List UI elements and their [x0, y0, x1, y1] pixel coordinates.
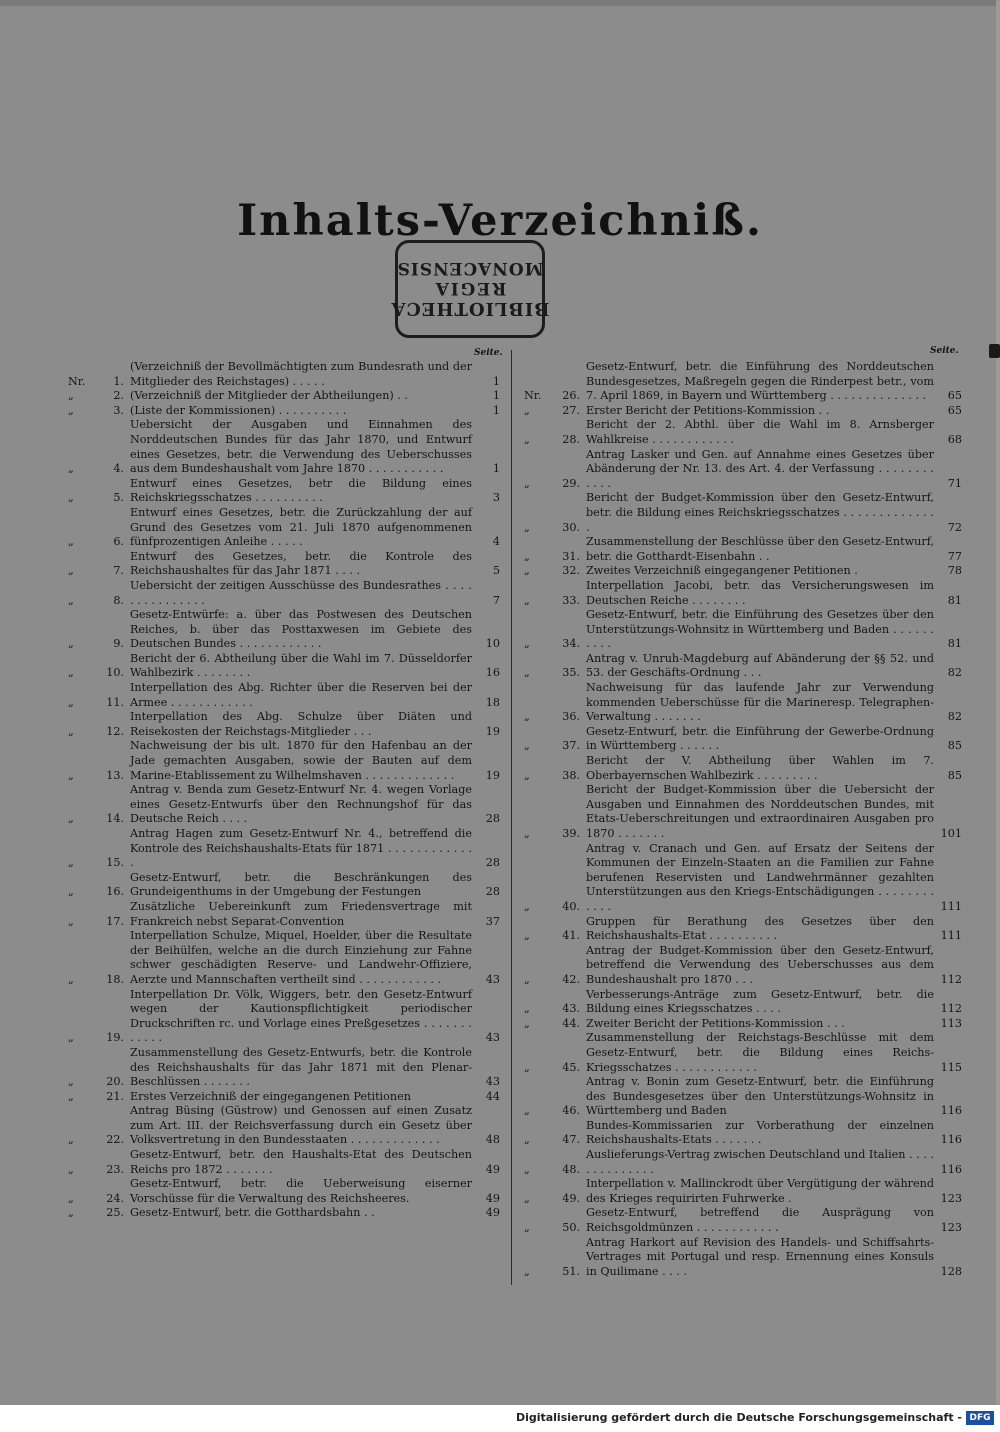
entry-page: 19	[485, 724, 500, 738]
column-divider	[511, 350, 512, 1285]
entry-prefix: „	[524, 1060, 530, 1074]
entry-page: 116	[940, 1133, 962, 1147]
entry-number: 47.	[562, 1133, 580, 1147]
entry-prefix: „	[524, 1221, 530, 1235]
entry-title: Zusammenstellung der Reichstags-Beschlüsse mit dem Gesetz-Entwurf, betr. die Bildung eines Reichs-Kriegsschatzes . . . . . . . . . . . .	[586, 1031, 934, 1074]
entry-number: 29.	[562, 476, 580, 490]
toc-entry	[68, 929, 500, 987]
entry-title: Gesetz-Entwurf, betreffend die Ausprägung von Reichsgoldmünzen . . . . . . . . . . . .	[586, 1206, 934, 1235]
entry-prefix: „	[524, 1191, 530, 1205]
toc-entry	[524, 491, 962, 535]
toc-entry	[68, 404, 500, 419]
entry-number: 46.	[562, 1104, 580, 1118]
entry-page: 123	[940, 1221, 962, 1235]
entry-number: 34.	[562, 637, 580, 651]
entry-title: Nachweisung der bis ult. 1870 für den Hafenbau an der Jade gemachten Ausgaben, sowie der Bauten auf dem Marine-Etablissement zu Wilhelmshaven . . . . . . . . . . . . .	[130, 739, 472, 782]
entry-title: Entwurf eines Gesetzes, betr. die Zurückzahlung der auf Grund des Gesetzes vom 21. Juli 1870 aufgenommenen fünfprozentigen Anleihe . . . . .	[130, 505, 472, 549]
entry-page: 1	[492, 462, 500, 476]
entry-prefix: „	[68, 403, 74, 417]
entry-number: 3.	[113, 403, 124, 417]
entry-prefix: „	[524, 637, 530, 651]
page-margin-mark	[989, 344, 1000, 358]
toc-right-column	[524, 360, 962, 1279]
toc-entry	[524, 1206, 962, 1235]
entry-prefix: „	[68, 724, 74, 738]
entry-title: Gesetz-Entwurf, betr. die Einführung des Norddeutschen Bundesgesetzes, Maßregeln gegen die Rinderpest betr., vom 7. April 1869, in Bayern und Württemberg . . . . . . . . . . . . . .	[586, 360, 934, 403]
entry-prefix: „	[524, 972, 530, 986]
entry-prefix: „	[68, 564, 74, 578]
toc-entry	[68, 710, 500, 739]
footer-bar	[0, 1405, 1000, 1432]
toc-entry	[68, 739, 500, 783]
entry-prefix: „	[524, 403, 530, 417]
entry-number: 19.	[106, 1031, 124, 1045]
toc-entry	[68, 360, 500, 389]
entry-number: 31.	[562, 549, 580, 563]
entry-title: Auslieferungs-Vertrag zwischen Deutschland und Italien . . . . . . . . . . . . . .	[586, 1148, 934, 1176]
toc-entry	[68, 1206, 500, 1221]
entry-number: 33.	[562, 593, 580, 607]
entry-prefix: „	[524, 593, 530, 607]
entry-page: 85	[947, 739, 962, 753]
entry-page: 112	[940, 972, 962, 986]
entry-number: 18.	[106, 972, 124, 986]
entry-prefix: „	[524, 1162, 530, 1176]
entry-prefix: „	[68, 856, 74, 870]
entry-title: (Liste der Kommissionen) . . . . . . . . . .	[130, 403, 347, 417]
entry-page: 18	[485, 695, 500, 709]
seite-label-left: Seite.	[474, 348, 503, 358]
toc-entry	[524, 1177, 962, 1206]
toc-entry	[68, 783, 500, 827]
stamp-line-3: MONACENSIS	[396, 258, 544, 279]
entry-number: 12.	[106, 724, 124, 738]
toc-entry	[68, 1148, 500, 1177]
entry-number: 2.	[113, 389, 124, 403]
entry-prefix: „	[68, 1031, 74, 1045]
entry-prefix: „	[68, 666, 74, 680]
entry-prefix: „	[524, 476, 530, 490]
entry-prefix: „	[68, 593, 74, 607]
entry-title: Gesetz-Entwurf, betr. die Einführung der Gewerbe-Ordnung in Württemberg . . . . . .	[586, 724, 934, 753]
entry-number: 4.	[113, 462, 124, 476]
entry-page: 65	[947, 389, 962, 403]
entry-page: 19	[485, 768, 500, 782]
entry-number: 40.	[562, 899, 580, 913]
toc-entry	[68, 871, 500, 900]
entry-title: Uebersicht der zeitigen Ausschüsse des Bundesrathes . . . . . . . . . . . . . . .	[130, 578, 472, 607]
toc-entry	[524, 418, 962, 447]
entry-number: 42.	[562, 972, 580, 986]
entry-prefix: „	[68, 637, 74, 651]
toc-entry	[68, 988, 500, 1046]
entry-prefix: „	[524, 768, 530, 782]
entry-page: 81	[947, 593, 962, 607]
entry-number: 36.	[562, 710, 580, 724]
entry-title: Bericht der 6. Abtheilung über die Wahl im 7. Düsseldorfer Wahlbezirk . . . . . . . .	[130, 651, 472, 680]
toc-entry	[524, 608, 962, 652]
entry-title: Uebersicht der Ausgaben und Einnahmen des Norddeutschen Bundes für das Jahr 1870, und Entwurf eines Gesetzes, betr. die Verwendung des Ueberschusses aus dem Bundeshaushalt vom Jahre 1870 . . . . . . . . . . .	[130, 418, 472, 476]
entry-page: 85	[947, 768, 962, 782]
entry-prefix: „	[524, 739, 530, 753]
entry-number: 27.	[562, 403, 580, 417]
entry-page: 116	[940, 1162, 962, 1176]
entry-number: 10.	[106, 666, 124, 680]
entry-page: 16	[485, 666, 500, 680]
entry-prefix: „	[524, 549, 530, 563]
entry-prefix: „	[68, 914, 74, 928]
entry-page: 111	[940, 929, 962, 943]
entry-page: 78	[947, 564, 962, 578]
entry-prefix: „	[68, 812, 74, 826]
entry-prefix: „	[524, 1133, 530, 1147]
entry-number: 43.	[562, 1002, 580, 1016]
entry-prefix: „	[524, 929, 530, 943]
entry-page: 81	[947, 637, 962, 651]
entry-page: 72	[947, 520, 962, 534]
entry-number: 25.	[106, 1206, 124, 1220]
entry-number: 5.	[113, 491, 124, 505]
entry-page: 1	[492, 374, 500, 388]
entry-prefix: „	[68, 885, 74, 899]
library-stamp	[390, 240, 550, 338]
toc-entry	[524, 725, 962, 754]
entry-page: 101	[940, 827, 962, 840]
entry-number: 50.	[562, 1221, 580, 1235]
entry-page: 113	[940, 1016, 962, 1030]
entry-page: 28	[485, 812, 500, 826]
toc-entry	[68, 827, 500, 871]
entry-title: Antrag Hagen zum Gesetz-Entwurf Nr. 4., betreffend die Kontrole des Reichshaushalts-Etats für 1871 . . . . . . . . . . . . .	[130, 827, 472, 870]
entry-prefix: „	[68, 695, 74, 709]
entry-title: Antrag Büsing (Güstrow) und Genossen auf einen Zusatz zum Art. III. der Reichsverfassung durch ein Gesetz über Volksvertretung in den Bundesstaaten . . . . . . . . . . . . .	[130, 1104, 472, 1147]
entry-page: 77	[947, 549, 962, 563]
entry-page: 10	[485, 637, 500, 651]
entry-title: Gesetz-Entwurf, betr. den Haushalts-Etat des Deutschen Reichs pro 1872 . . . . . . .	[130, 1148, 472, 1176]
entry-title: Gesetz-Entwurf, betr. die Beschränkungen des Grundeigenthums in der Umgebung der Festungen	[130, 870, 472, 899]
toc-entry	[524, 579, 962, 608]
toc-entry	[524, 448, 962, 492]
entry-prefix: „	[524, 827, 530, 840]
entry-page: 115	[940, 1060, 962, 1074]
entry-title: Antrag der Budget-Kommission über den Gesetz-Entwurf, betreffend die Verwendung des Ueberschusses aus dem Bundeshaushalt pro 1870 . . .	[586, 943, 934, 986]
toc-entry	[68, 681, 500, 710]
toc-entry	[524, 783, 962, 841]
entry-page: 116	[940, 1104, 962, 1118]
entry-prefix: „	[68, 972, 74, 986]
entry-number: 9.	[113, 637, 124, 651]
toc-entry	[524, 1119, 962, 1148]
entry-title: Zweiter Bericht der Petitions-Kommission . . .	[586, 1016, 845, 1030]
entry-number: 38.	[562, 768, 580, 782]
entry-title: Gesetz-Entwurf, betr. die Gotthardsbahn . .	[130, 1206, 375, 1220]
toc-entry	[524, 754, 962, 783]
toc-entry	[68, 506, 500, 550]
entry-page: 43	[485, 972, 500, 986]
entry-prefix: „	[68, 1162, 74, 1176]
entry-number: 11.	[106, 695, 124, 709]
entry-number: 15.	[106, 856, 124, 870]
entry-title: Bericht der V. Abtheilung über Wahlen im 7. Oberbayernschen Wahlbezirk . . . . . . . . .	[586, 754, 934, 782]
toc-entry	[524, 915, 962, 944]
toc-entry	[524, 1017, 962, 1032]
entry-page: 49	[485, 1191, 500, 1205]
toc-entry	[68, 477, 500, 506]
entry-title: (Verzeichniß der Mitglieder der Abtheilungen) . .	[130, 389, 408, 403]
toc-entry	[68, 1177, 500, 1206]
entry-prefix: „	[68, 1206, 74, 1220]
entry-title: Bericht der 2. Abthl. über die Wahl im 8. Arnsberger Wahlkreise . . . . . . . . . . . .	[586, 418, 934, 446]
entry-page: 7	[492, 593, 500, 607]
entry-page: 1	[492, 403, 500, 417]
entry-prefix: „	[68, 535, 74, 549]
entry-title: Nachweisung für das laufende Jahr zur Verwendung kommenden Ueberschüsse für die Marineresp. Telegraphen-Verwaltung . . . . . . .	[586, 681, 934, 724]
entry-title: (Verzeichniß der Bevollmächtigten zum Bundesrath und der Mitglieder des Reichstages) . . . . .	[130, 360, 472, 388]
entry-number: 41.	[562, 929, 580, 943]
entry-title: Interpellation v. Mallinckrodt über Vergütigung der während des Krieges requirirten Fuhrwerke .	[586, 1177, 934, 1205]
entry-number: 16.	[106, 885, 124, 899]
entry-title: Gesetz-Entwurf, betr. die Einführung des Gesetzes über den Unterstützungs-Wohnsitz in Württemberg und Baden . . . . . . . . . .	[586, 608, 934, 651]
entry-number: 6.	[113, 535, 124, 549]
entry-title: Erster Bericht der Petitions-Kommission . .	[586, 403, 830, 417]
entry-title: Bericht der Budget-Kommission über den Gesetz-Entwurf, betr. die Bildung eines Reichskriegsschatzes . . . . . . . . . . . . . .	[586, 491, 934, 534]
entry-page: 128	[940, 1264, 962, 1278]
entry-page: 4	[492, 535, 500, 549]
toc-entry	[68, 1090, 500, 1105]
entry-number: 13.	[106, 768, 124, 782]
stamp-line-1: BIBLIOTHECA	[390, 298, 550, 320]
stamp-line-2: REGIA	[433, 278, 507, 299]
entry-page: 111	[940, 899, 962, 913]
entry-number: 24.	[106, 1191, 124, 1205]
entry-title: Zweites Verzeichniß eingegangener Petitionen .	[586, 564, 858, 578]
entry-prefix: „	[524, 564, 530, 578]
entry-title: Antrag v. Benda zum Gesetz-Entwurf Nr. 4. wegen Vorlage eines Gesetz-Entwurfs über den Rechnungshof für das Deutsche Reich . . . .	[130, 783, 472, 826]
entry-title: Entwurf des Gesetzes, betr. die Kontrole des Reichshaushaltes für das Jahr 1871 . . . .	[130, 549, 472, 578]
toc-entry	[524, 652, 962, 681]
entry-title: Interpellation Dr. Völk, Wiggers, betr. den Gesetz-Entwurf wegen der Kautionspflichtigkeit periodischer Druckschriften rc. und Vorlage eines Preßgesetzes . . . . . . . . . . . .	[130, 987, 472, 1045]
entry-number: 49.	[562, 1191, 580, 1205]
entry-title: Antrag v. Bonin zum Gesetz-Entwurf, betr. die Einführung des Bundesgesetzes über den Unterstützungs-Wohnsitz in Württemberg und Baden	[586, 1075, 934, 1118]
entry-prefix: Nr.	[524, 389, 542, 403]
entry-page: 82	[947, 710, 962, 724]
entry-prefix: „	[68, 1191, 74, 1205]
entry-page: 48	[485, 1133, 500, 1147]
entry-title: Entwurf eines Gesetzes, betr die Bildung eines Reichskriegsschatzes . . . . . . . . . .	[130, 476, 472, 505]
entry-prefix: „	[68, 1075, 74, 1089]
entry-page: 71	[947, 476, 962, 490]
entry-title: Antrag v. Unruh-Magdeburg auf Abänderung der §§ 52. und 53. der Geschäfts-Ordnung . . .	[586, 651, 934, 680]
entry-page: 49	[485, 1206, 500, 1220]
entry-prefix: „	[68, 389, 74, 403]
toc-entry	[524, 360, 962, 404]
entry-prefix: „	[524, 666, 530, 680]
entry-title: Antrag v. Cranach und Gen. auf Ersatz der Seitens der Kommunen der Einzeln-Staaten an die Familien zur Fahne berufenen Reservisten und Landwehrmänner gezahlten Unterstützungen aus den Kriegs-Entschädigungen . . . . . . . . . . . .	[586, 841, 934, 913]
entry-number: 32.	[562, 564, 580, 578]
entry-page: 1	[492, 389, 500, 403]
entry-number: 45.	[562, 1060, 580, 1074]
toc-entry	[524, 988, 962, 1017]
entry-page: 49	[485, 1162, 500, 1176]
toc-entry	[524, 1148, 962, 1177]
entry-title: Gesetz-Entwürfe: a. über das Postwesen des Deutschen Reiches, b. über das Posttaxwesen im Gebiete des Deutschen Bundes . . . . . . . . . . . .	[130, 608, 472, 651]
entry-page: 68	[947, 432, 962, 446]
dfg-logo-icon: DFG	[966, 1411, 994, 1425]
toc-entry	[68, 608, 500, 652]
entry-number: 35.	[562, 666, 580, 680]
entry-prefix: „	[524, 899, 530, 913]
toc-entry	[524, 1031, 962, 1075]
toc-entry	[524, 944, 962, 988]
entry-title: Interpellation Jacobi, betr. das Versicherungswesen im Deutschen Reiche . . . . . . . .	[586, 578, 934, 607]
entry-page: 43	[485, 1075, 500, 1089]
entry-prefix: „	[524, 1002, 530, 1016]
entry-title: Zusammenstellung des Gesetz-Entwurfs, betr. die Kontrole des Reichshaushalts für das Jahr 1871 mit den Plenar-Beschlüssen . . . . . . .	[130, 1045, 472, 1089]
entry-number: 17.	[106, 914, 124, 928]
entry-title: Gesetz-Entwurf, betr. die Ueberweisung eiserner Vorschüsse für die Verwaltung des Reichsheeres.	[130, 1177, 472, 1205]
entry-number: 20.	[106, 1075, 124, 1089]
entry-number: 7.	[113, 564, 124, 578]
toc-entry	[68, 1046, 500, 1090]
toc-entry	[524, 535, 962, 564]
entry-title: Bundes-Kommissarien zur Vorberathung der einzelnen Reichshaushalts-Etats . . . . . . .	[586, 1118, 934, 1147]
entry-title: Interpellation Schulze, Miquel, Hoelder, über die Resultate der Beihülfen, welche an die durch Einziehung zur Fahne schwer geschädigten Reserve- und Landwehr-Offiziere, Aerzte und Mannschaften vertheilt sind . . . . . . . . . . . .	[130, 929, 472, 986]
entry-prefix: „	[68, 1089, 74, 1103]
entry-prefix: „	[68, 462, 74, 476]
toc-entry	[524, 1075, 962, 1119]
toc-left-column	[68, 360, 500, 1221]
entry-page: 43	[485, 1031, 500, 1045]
toc-entry	[68, 900, 500, 929]
entry-number: 21.	[106, 1089, 124, 1103]
toc-entry	[524, 842, 962, 915]
entry-number: 48.	[562, 1162, 580, 1176]
entry-prefix: „	[68, 1133, 74, 1147]
entry-number: 28.	[562, 432, 580, 446]
entry-page: 82	[947, 666, 962, 680]
entry-title: Antrag Lasker und Gen. auf Annahme eines Gesetzes über Abänderung der Nr. 13. des Art. 4. der Verfassung . . . . . . . . . . . .	[586, 447, 934, 490]
entry-title: Verbesserungs-Anträge zum Gesetz-Entwurf, betr. die Bildung eines Kriegsschatzes . . . .	[586, 987, 934, 1016]
entry-number: 22.	[106, 1133, 124, 1147]
entry-title: Antrag Harkort auf Revision des Handels- und Schiffsahrts-Vertrages mit Portugal und resp. Ernennung eines Konsuls in Quilimane . . . .	[586, 1235, 934, 1278]
footer-credit: Digitalisierung gefördert durch die Deutsche Forschungsgemeinschaft -	[515, 1411, 962, 1424]
entry-title: Zusätzliche Uebereinkunft zum Friedensvertrage mit Frankreich nebst Separat-Convention	[130, 899, 472, 928]
toc-entry	[524, 681, 962, 725]
entry-page: 65	[947, 403, 962, 417]
entry-prefix: Nr.	[68, 374, 86, 388]
entry-number: 23.	[106, 1162, 124, 1176]
entry-number: 26.	[562, 389, 580, 403]
entry-page: 5	[492, 564, 500, 578]
toc-entry	[524, 1236, 962, 1280]
entry-page: 37	[485, 914, 500, 928]
entry-prefix: „	[524, 1016, 530, 1030]
toc-entry	[68, 579, 500, 608]
entry-page: 28	[485, 856, 500, 870]
entry-prefix: „	[524, 1264, 530, 1278]
toc-entry	[68, 652, 500, 681]
toc-entry	[68, 418, 500, 476]
entry-prefix: „	[524, 1104, 530, 1118]
entry-prefix: „	[68, 768, 74, 782]
seite-label-right: Seite.	[930, 346, 959, 356]
entry-title: Interpellation des Abg. Schulze über Diäten und Reisekosten der Reichstags-Mitglieder . . .	[130, 710, 472, 738]
toc-entry	[524, 404, 962, 419]
entry-prefix: „	[524, 710, 530, 724]
toc-entry	[68, 550, 500, 579]
entry-title: Zusammenstellung der Beschlüsse über den Gesetz-Entwurf, betr. die Gotthardt-Eisenbahn . .	[586, 535, 934, 563]
entry-prefix: „	[524, 520, 530, 534]
entry-title: Interpellation des Abg. Richter über die Reserven bei der Armee . . . . . . . . . . . .	[130, 681, 472, 709]
entry-page: 44	[485, 1089, 500, 1103]
entry-title: Bericht der Budget-Kommission über die Uebersicht der Ausgaben und Einnahmen des Norddeutschen Bundes, mit Etats-Ueberschreitungen und extraordinairen Ausgaben pro 1870 . . . . . . .	[586, 783, 934, 840]
entry-prefix: „	[524, 432, 530, 446]
entry-number: 51.	[562, 1264, 580, 1278]
entry-number: 1.	[113, 374, 124, 388]
entry-number: 14.	[106, 812, 124, 826]
entry-page: 28	[485, 885, 500, 899]
toc-entry	[68, 1104, 500, 1148]
entry-number: 39.	[562, 827, 580, 840]
toc-entry	[68, 389, 500, 404]
entry-page: 3	[492, 491, 500, 505]
toc-entry	[524, 564, 962, 579]
entry-page: 123	[940, 1191, 962, 1205]
entry-page: 112	[940, 1002, 962, 1016]
page-edge-top	[0, 0, 1000, 6]
entry-title: Erstes Verzeichniß der eingegangenen Petitionen	[130, 1089, 411, 1103]
entry-number: 37.	[562, 739, 580, 753]
page-title: Inhalts-Verzeichniß.	[237, 196, 763, 246]
entry-number: 8.	[113, 593, 124, 607]
entry-title: Gruppen für Berathung des Gesetzes über den Reichshaushalts-Etat . . . . . . . . . .	[586, 914, 934, 943]
entry-number: 30.	[562, 520, 580, 534]
entry-number: 44.	[562, 1016, 580, 1030]
entry-prefix: „	[68, 491, 74, 505]
